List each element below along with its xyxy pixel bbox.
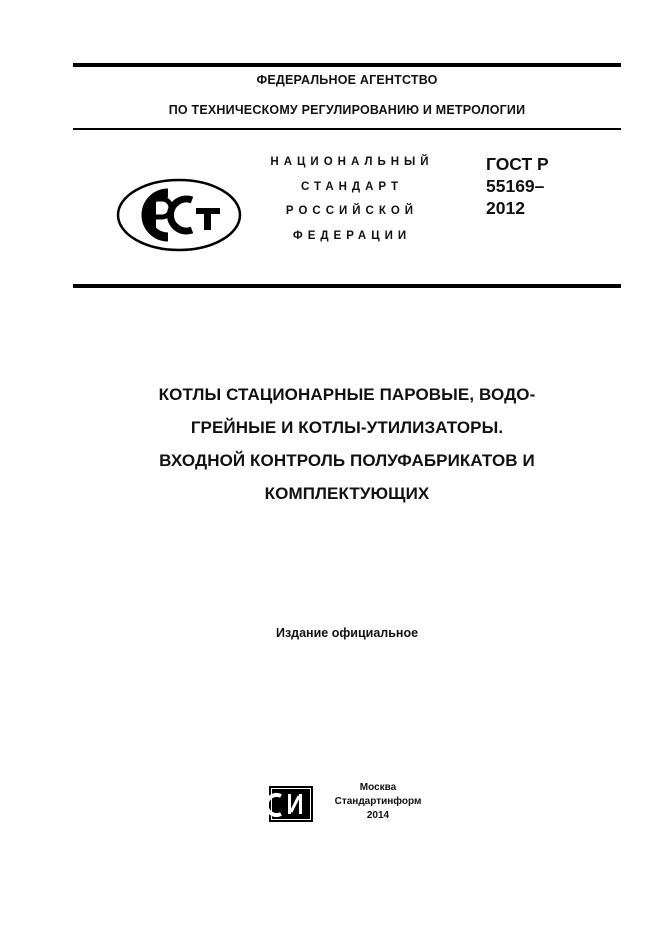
national-standard-line: РОССИЙСКОЙ	[285, 205, 419, 217]
publisher-name: Стандартинформ	[334, 796, 422, 807]
gost-designation-line-2: 55169–	[486, 176, 545, 196]
publisher-year: 2014	[366, 810, 390, 821]
publisher-block	[269, 781, 429, 825]
top-rule	[73, 63, 621, 67]
publisher-text	[323, 781, 433, 823]
national-standard-line: СТАНДАРТ	[301, 180, 403, 193]
edition-note: Издание официальное	[275, 626, 419, 640]
gost-designation-line-3: 2012	[486, 198, 525, 218]
title-line: КОТЛЫ СТАЦИОНАРНЫЕ ПАРОВЫЕ, ВОДО-	[158, 385, 536, 404]
middle-rule	[73, 128, 621, 130]
national-standard-label	[254, 150, 450, 248]
gost-designation-line-1: ГОСТ Р	[486, 154, 549, 174]
standartinform-logo-icon	[269, 786, 313, 822]
title-line: КОМПЛЕКТУЮЩИХ	[264, 484, 430, 503]
agency-line-2: ПО ТЕХНИЧЕСКОМУ РЕГУЛИРОВАНИЮ И МЕТРОЛОГИИ	[168, 103, 526, 117]
document-title	[73, 378, 621, 510]
national-standard-line: НАЦИОНАЛЬНЫЙ	[270, 156, 434, 168]
agency-line-1: ФЕДЕРАЛЬНОЕ АГЕНТСТВО	[256, 73, 438, 87]
gost-r-emblem-icon	[116, 178, 242, 252]
national-standard-line: ФЕДЕРАЦИИ	[292, 229, 412, 242]
gost-designation	[486, 153, 549, 219]
publisher-city: Москва	[359, 782, 397, 793]
lower-rule	[73, 284, 621, 288]
title-line: ГРЕЙНЫЕ И КОТЛЫ-УТИЛИЗАТОРЫ.	[190, 418, 504, 437]
title-line: ВХОДНОЙ КОНТРОЛЬ ПОЛУФАБРИКАТОВ И	[159, 451, 535, 470]
